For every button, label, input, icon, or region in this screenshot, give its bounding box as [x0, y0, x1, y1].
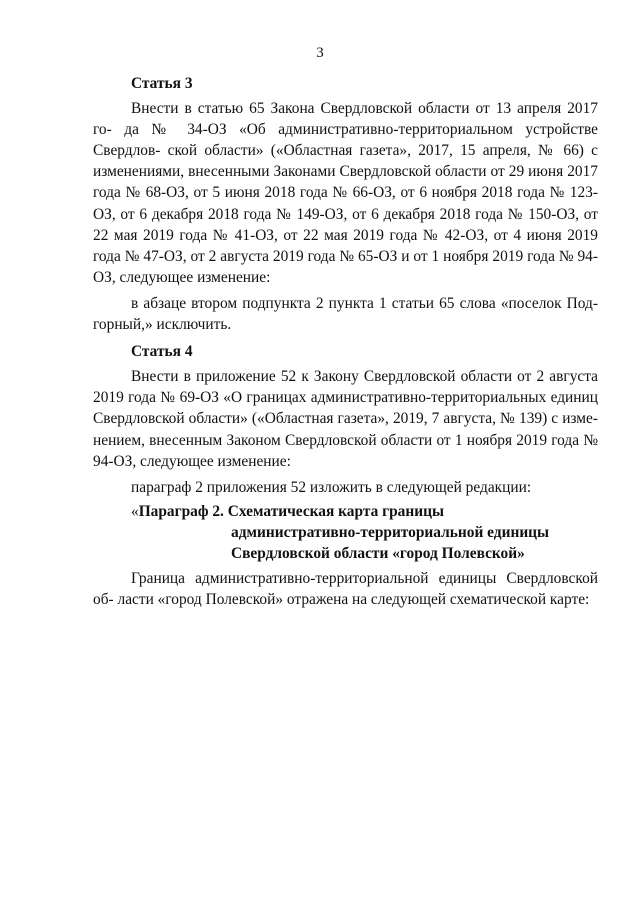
- paragraph-title-line-3: Свердловской области «город Полевской»: [231, 544, 525, 562]
- text-line: в абзаце втором подпункта 2 пункта 1 статьи 65 слова «поселок Под-: [131, 294, 598, 312]
- article-3-heading: Статья 3: [131, 75, 193, 92]
- text-line: Внести в приложение 52 к Закону Свердловской области от 2 августа: [131, 368, 598, 386]
- text-line: изменение:: [197, 268, 271, 286]
- text-line: ласти «город Полевской» отражена на следующей схематической карте:: [117, 591, 590, 609]
- text-line: горный,» исключить.: [93, 316, 232, 334]
- text-line: 2 августа 2019 года № 65-ОЗ и от 1 ноября 2019 года № 94-ОЗ, следующее: [93, 247, 598, 286]
- paragraph-title-line-2: административно-территориальной единицы: [231, 523, 550, 541]
- text-line: ской области» («Областная газета», 2017, 15 апреля, № 66) с изменениями,: [93, 142, 598, 181]
- paragraph-title: [93, 501, 598, 564]
- article-3-paragraph-2: [93, 293, 598, 335]
- opening-quote: «: [131, 502, 139, 520]
- text-line: 2018 года № 149-ОЗ, от 6 декабря 2018 года № 150-ОЗ, от 22 мая 2019 года: [93, 205, 598, 244]
- article-4-paragraph-2: параграф 2 приложения 52 изложить в следующей редакции:: [131, 478, 532, 496]
- page-number: 3: [316, 45, 324, 61]
- text-line: № 94-ОЗ, следующее изменение:: [93, 431, 598, 470]
- article-4-heading: Статья 4: [131, 343, 193, 361]
- text-line: Внести в статью 65 Закона Свердловской области от 13 апреля 2017 го-: [93, 100, 598, 139]
- text-line: № 41-ОЗ, от 22 мая 2019 года № 42-ОЗ, от 4 июня 2019 года № 47-ОЗ, от: [93, 226, 598, 265]
- document-body: [93, 73, 598, 610]
- text-line: от 5 июня 2018 года № 66-ОЗ, от 6 ноября 2018 года № 123-ОЗ, от 6 декабря: [93, 184, 598, 223]
- text-line: нением, внесенным Законом Свердловской области от 1 ноября 2019 года: [93, 431, 580, 449]
- text-line: Свердловской области» («Областная газета», 2019, 7 августа, № 139) с изме-: [93, 410, 598, 428]
- article-3-paragraph-1: [93, 98, 598, 288]
- text-line: Граница административно-территориальной единицы Свердловской об-: [93, 570, 598, 609]
- text-line: 2019 года № 69-ОЗ «О границах административно-территориальных единиц: [93, 389, 598, 407]
- paragraph-title-line-1: Параграф 2. Схематическая карта границы: [138, 502, 444, 520]
- text-line: да № 34-ОЗ «Об административно-территориальном устройстве Свердлов-: [93, 121, 598, 160]
- article-4-paragraph-1: [93, 366, 598, 471]
- map-placeholder-area: [93, 560, 598, 880]
- text-line: внесенными Законами Свердловской области от 29 июня 2017 года № 68-ОЗ,: [93, 163, 598, 202]
